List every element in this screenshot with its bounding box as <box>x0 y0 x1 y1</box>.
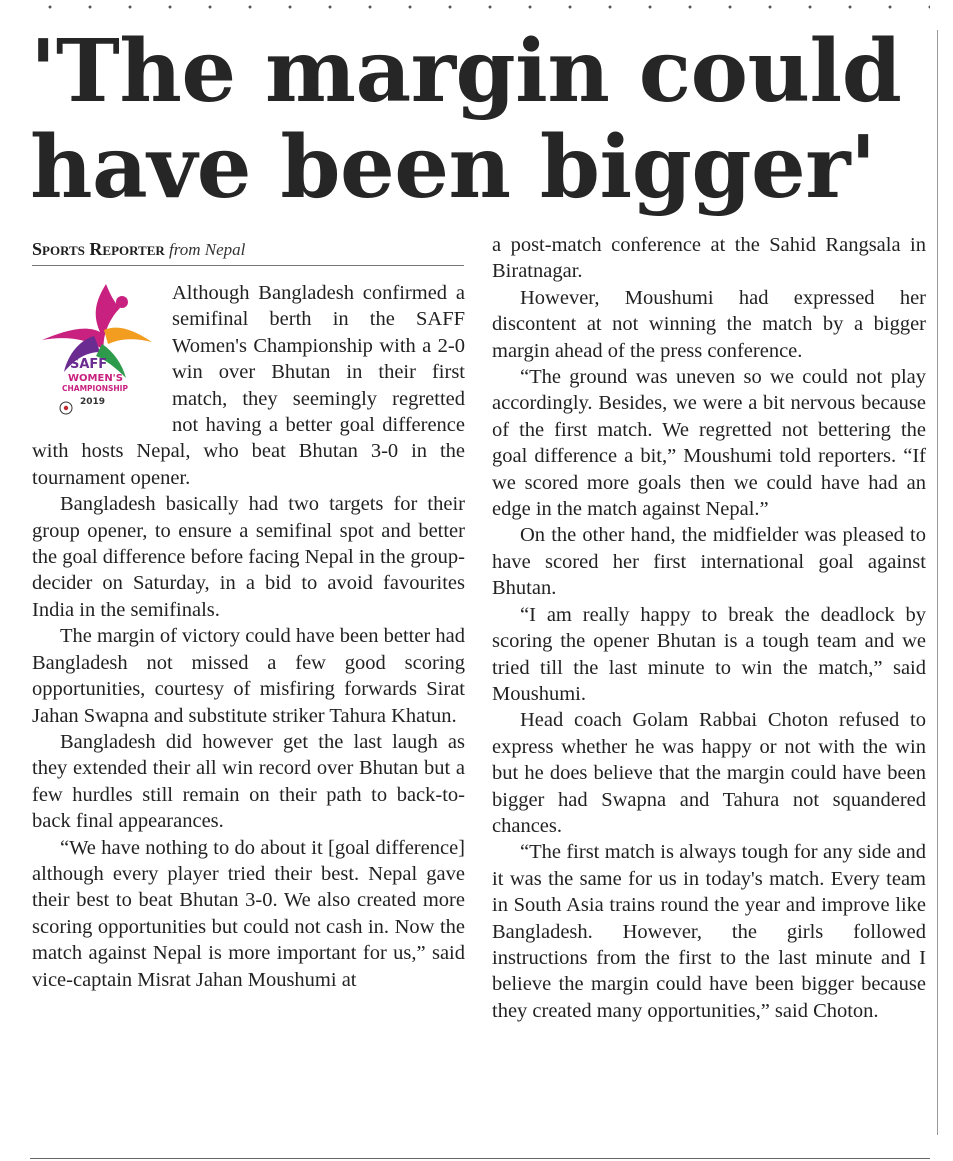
paragraph: Although Bangladesh confirmed a semifinal berth in the SAFF Women's Championship with a 2-0 win over Bhutan in their first match, they seemingly regretted not having a better goal difference with hosts Nepal, who beat Bhutan 3-0 in the tournament opener. <box>32 282 465 489</box>
paragraph: “The ground was uneven so we could not play accordingly. Besides, we were a bit nervous because of the first match. We regretted not bettering the goal difference a bit,” Moushumi told reporters. “If we scored more goals then we could have had an edge in the match against Nepal.” <box>492 366 926 521</box>
dotted-top-border <box>30 4 930 10</box>
paragraph: However, Moushumi had expressed her discontent at not winning the match by a bigger margin ahead of the press conference. <box>492 286 926 362</box>
paragraph: Bangladesh basically had two targets for their group opener, to ensure a semifinal spot and better the goal difference before facing Nepal in the group-decider on Saturday, in a bid to avoid favourites India in the semifinals. <box>32 493 465 621</box>
byline-reporter: Sports Reporter <box>32 239 165 259</box>
logo-float-space <box>32 280 172 438</box>
article-column-1 <box>32 280 465 993</box>
paragraph: Head coach Golam Rabbai Choton refused to express whether he was happy or not with the win but he does believe that the margin could have been bigger had Swapna and Tahura not squandered chances. <box>492 709 926 837</box>
logo-text-year: 2019 <box>80 397 106 407</box>
logo-text-saff: SAFF <box>70 357 108 372</box>
headline: 'The margin could have been bigger' <box>30 21 902 218</box>
byline-rule <box>32 265 464 266</box>
paragraph: On the other hand, the midfielder was pleased to have scored her first international goal against Bhutan. <box>492 524 926 600</box>
bottom-rule <box>30 1158 930 1159</box>
article-column-2 <box>492 232 926 1024</box>
paragraph: “The first match is always tough for any side and it was the same for us in today's match. Every team in South Asia trains round the year and improve like Bangladesh. However, the girls followed instructions from the first to the last minute and I believe the margin could have been bigger because they created many opportunities,” said Choton. <box>492 841 926 1022</box>
paragraph-continuation: a post-match conference at the Sahid Rangsala in Biratnagar. <box>492 234 926 283</box>
logo-text-womens: WOMEN'S <box>68 373 123 384</box>
column-divider-right <box>937 30 938 1135</box>
byline <box>32 238 464 261</box>
paragraph: The margin of victory could have been better had Bangladesh not missed a few good scoring opportunities, courtesy of misfiring forwards Sirat Jahan Swapna and substitute striker Tahura Khatun. <box>32 625 465 727</box>
paragraph: “We have nothing to do about it [goal difference] although every player tried their best. Nepal gave their best to beat Bhutan 3-0. We also created more scoring opportunities but could not cash in. Now the match against Nepal is more important for us,” said vice-captain Misrat Jahan Moushumi at <box>32 836 465 991</box>
byline-location: from Nepal <box>169 240 246 259</box>
paragraph: “I am really happy to break the deadlock by scoring the opener Bhutan is a tough team and we tried till the last minute to win the match,” said Moushumi. <box>492 603 926 705</box>
logo-text-championship: CHAMPIONSHIP <box>62 384 128 393</box>
paragraph: Bangladesh did however get the last laugh as they extended their all win record over Bhutan but a few hurdles still remain on their path to back-to-back final appearances. <box>32 730 465 833</box>
